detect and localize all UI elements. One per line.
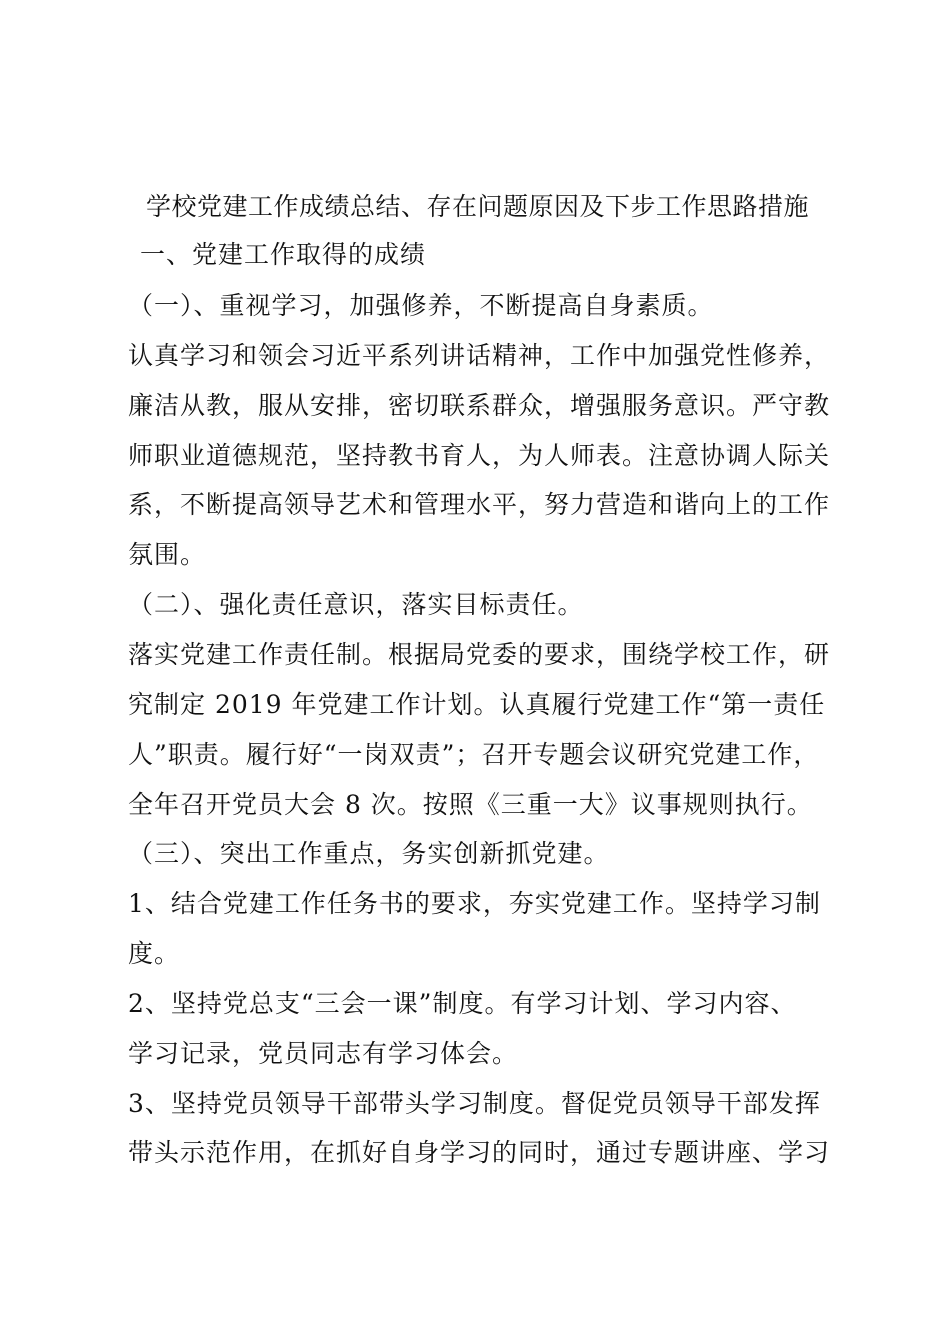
- paragraph-line: 师职业道德规范，坚持教书育人，为人师表。注意协调人际关: [128, 441, 831, 470]
- paragraph-line: 廉洁从教，服从安排，密切联系群众，增强服务意识。严守教: [128, 391, 831, 420]
- paragraph-line: 3、坚持党员领导干部带头学习制度。督促党员领导干部发挥: [128, 1089, 821, 1118]
- paragraph-line: 落实党建工作责任制。根据局党委的要求，围绕学校工作，研: [128, 640, 831, 669]
- document-title: 学校党建工作成绩总结、存在问题原因及下步工作思路措施: [146, 192, 810, 221]
- paragraph-line: 1、结合党建工作任务书的要求，夯实党建工作。坚持学习制: [128, 889, 821, 918]
- paragraph-line: 氛围。: [128, 540, 207, 569]
- paragraph-line: 究制定 2019 年党建工作计划。认真履行党建工作“第一责任: [128, 690, 826, 719]
- paragraph-line: 带头示范作用，在抓好自身学习的同时，通过专题讲座、学习: [128, 1138, 831, 1167]
- paragraph-line: 人”职责。履行好“一岗双责”；召开专题会议研究党建工作，: [128, 740, 820, 769]
- subsection-heading-responsibility: （二）、强化责任意识，落实目标责任。: [128, 590, 584, 619]
- subsection-heading-study: （一）、重视学习，加强修养，不断提高自身素质。: [128, 291, 714, 320]
- paragraph-line: 系，不断提高领导艺术和管理水平，努力营造和谐向上的工作: [128, 490, 831, 519]
- paragraph-line: 2、坚持党总支“三会一课”制度。有学习计划、学习内容、: [128, 989, 797, 1018]
- paragraph-line: 度。: [128, 939, 181, 968]
- section-heading-achievements: 一、党建工作取得的成绩: [140, 240, 427, 269]
- paragraph-line: 全年召开党员大会 8 次。按照《三重一大》议事规则执行。: [128, 790, 813, 819]
- subsection-heading-focus: （三）、突出工作重点，务实创新抓党建。: [128, 839, 610, 868]
- paragraph-line: 认真学习和领会习近平系列讲话精神，工作中加强党性修养，: [128, 341, 831, 370]
- paragraph-line: 学习记录，党员同志有学习体会。: [128, 1039, 519, 1068]
